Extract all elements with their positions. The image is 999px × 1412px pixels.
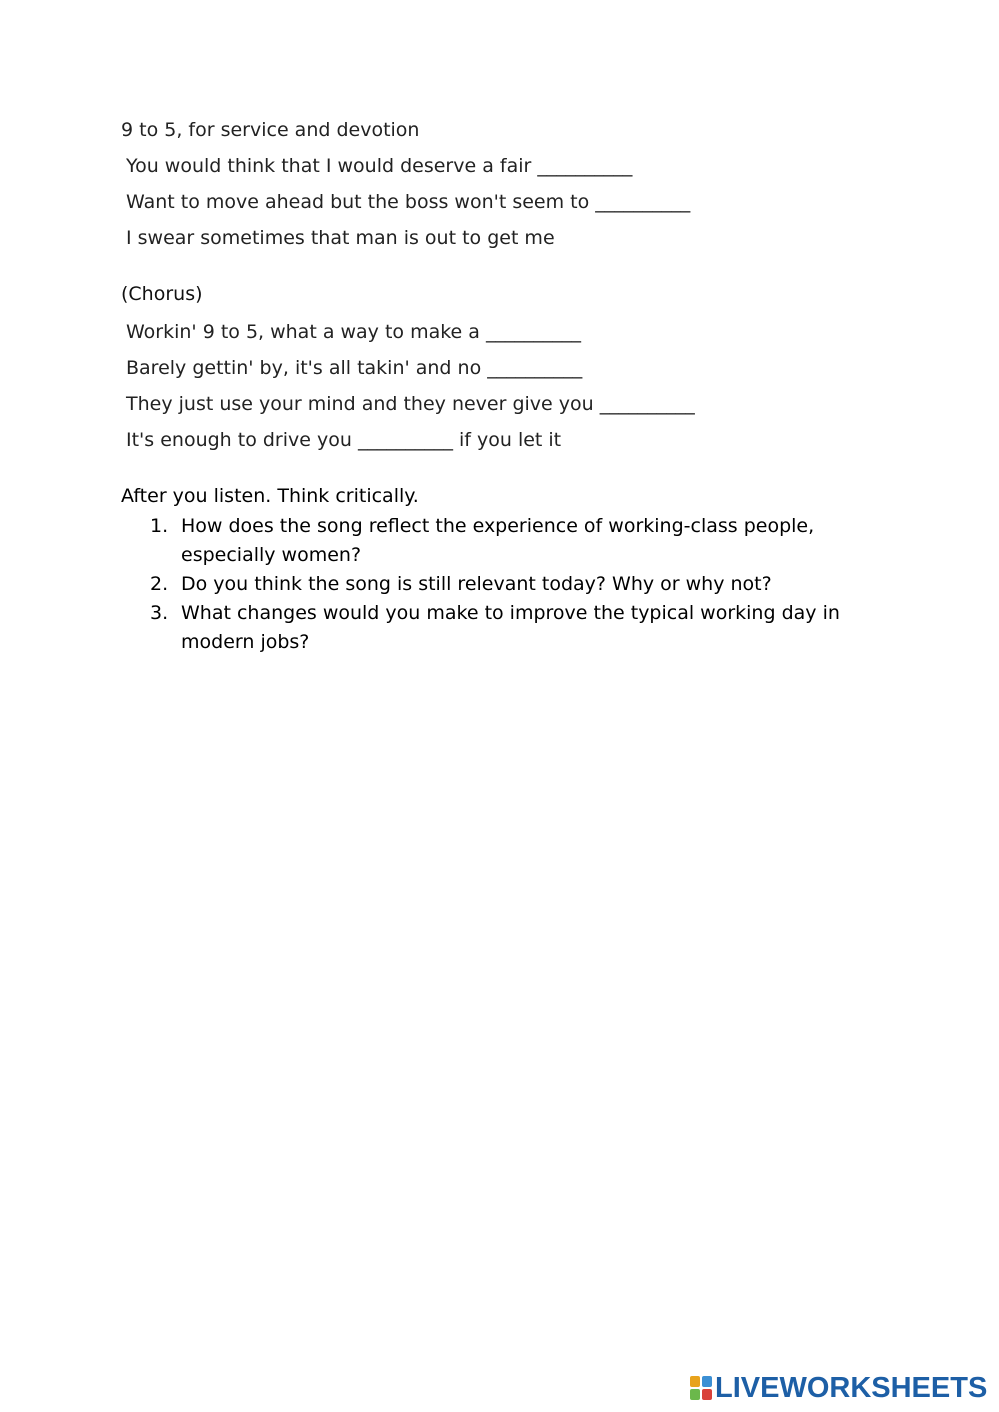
question-item [150,512,870,570]
liveworksheets-logo-icon [690,1376,712,1400]
question-text: What changes would you make to improve the typical working day in [181,602,840,624]
questions-list [150,512,870,657]
question-text: How does the song reflect the experience of working-class people, [181,515,815,537]
brand-name: LIVEWORKSHEETS [715,1371,988,1404]
verse-line-2: You would think that I would deserve a fair __________ [126,155,633,177]
question-number: 1. [150,515,169,537]
question-item [150,570,870,599]
questions-heading: After you listen. Think critically. [121,485,419,507]
verse-line-1: 9 to 5, for service and devotion [121,119,420,141]
verse-line-4: I swear sometimes that man is out to get me [126,227,555,249]
chorus-line-1: Workin' 9 to 5, what a way to make a __________ [126,321,581,343]
question-number: 2. [150,573,169,595]
chorus-line-4: It's enough to drive you __________ if you let it [126,429,562,451]
chorus-label: (Chorus) [121,283,203,305]
liveworksheets-branding [690,1371,987,1405]
chorus-line-3: They just use your mind and they never give you __________ [126,393,695,415]
question-text-continued: especially women? [181,544,362,566]
question-item [150,599,870,657]
chorus-line-2: Barely gettin' by, it's all takin' and no __________ [126,357,583,379]
question-text: Do you think the song is still relevant today? Why or why not? [181,573,772,595]
verse-line-3: Want to move ahead but the boss won't seem to __________ [126,191,691,213]
question-text-continued: modern jobs? [181,631,310,653]
question-number: 3. [150,602,169,624]
